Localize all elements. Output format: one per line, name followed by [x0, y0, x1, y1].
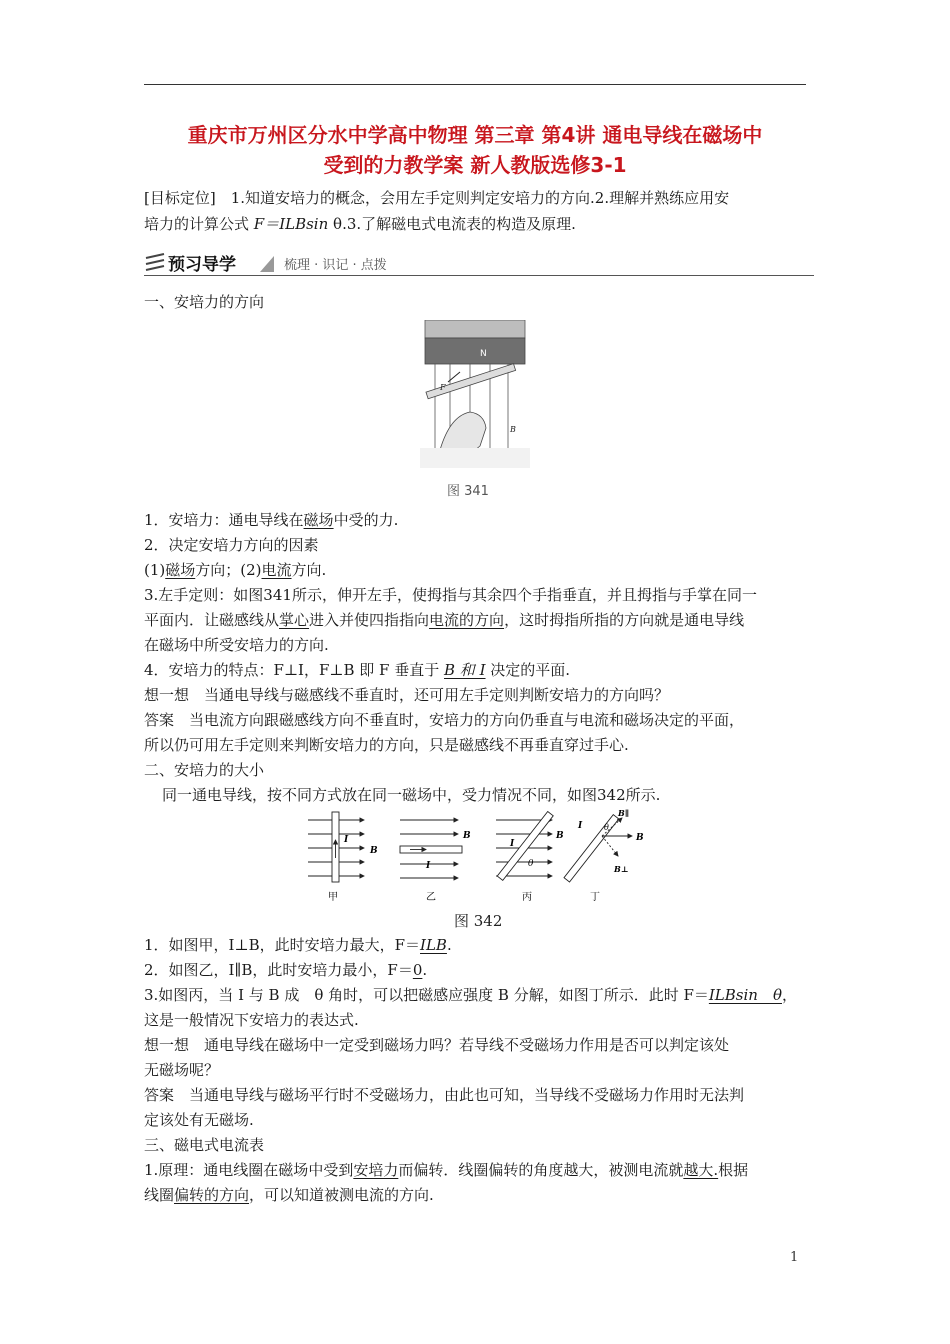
p2-think-line2: 无磁场呢？: [144, 1061, 220, 1079]
p1-answer-line1: 答案 当电流方向跟磁感线方向不垂直时，安培力的方向仍垂直与电流和磁场决定的平面，: [144, 711, 745, 729]
force-label: F: [440, 383, 446, 392]
svg-text:B: B: [556, 831, 564, 841]
panel-ding: [564, 808, 644, 903]
field-label: B: [510, 425, 516, 434]
figure-342-illustration: [300, 808, 650, 904]
p1-item1: 1．安培力：通电导线在磁场中受的力.: [144, 511, 399, 529]
p3-item1-line2: 线圈偏转的方向，可以知道被测电流的方向.: [144, 1186, 434, 1204]
svg-text:θ: θ: [528, 859, 534, 869]
section-title: 预习导学: [168, 255, 236, 275]
part1-heading: 一、安培力的方向: [144, 293, 265, 311]
svg-text:B⊥: B⊥: [614, 864, 629, 874]
svg-text:I: I: [510, 839, 515, 849]
figure-342-caption: 图 342: [454, 912, 503, 930]
part3-heading: 三、磁电式电流表: [144, 1136, 265, 1154]
svg-text:B: B: [463, 831, 471, 841]
p2-item1: 1．如图甲，I⊥B，此时安培力最大，F＝ILB.: [144, 936, 452, 954]
doc-title-line1: 重庆市万州区分水中学高中物理 第三章 第4讲 通电导线在磁场中: [187, 123, 763, 147]
p1-item3-line3: 在磁场中所受安培力的方向.: [144, 636, 329, 654]
p1-item2-detail: (1)磁场方向；(2)电流方向.: [144, 561, 327, 579]
p2-item3-line1: 3.如图丙，当 I 与 B 成 θ 角时，可以把磁感应强度 B 分解，如图丁所示．此时 F＝ILBsin θ，: [144, 986, 797, 1004]
section-subtitle: 梳理 · 识记 · 点拨: [284, 258, 387, 273]
panel-jia: [308, 812, 378, 903]
p1-think: 想一想 当通电导线与磁感线不垂直时，还可用左手定则判断安培力的方向吗？: [144, 686, 670, 704]
header-rule: [144, 84, 806, 85]
panel-yi: [400, 820, 471, 903]
svg-text:丙: 丙: [522, 892, 532, 903]
svg-text:乙: 乙: [426, 892, 436, 903]
svg-text:I: I: [344, 835, 349, 845]
section-header: [144, 250, 814, 276]
p2-item3-line2: 这是一般情况下安培力的表达式.: [144, 1011, 359, 1029]
p1-item2: 2．决定安培力方向的因素: [144, 536, 319, 554]
figure-341-illustration: [420, 320, 530, 470]
svg-text:B∥: B∥: [618, 808, 629, 818]
panel-bing: [496, 811, 564, 903]
p2-answer-line1: 答案 当通电导线与磁场平行时不受磁场力，由此也可知，当导线不受磁场力作用时无法判: [144, 1086, 745, 1104]
p1-item4: 4．安培力的特点：F⊥I，F⊥B 即 F 垂直于 B 和 I 决定的平面.: [144, 661, 571, 679]
part2-heading: 二、安培力的大小: [144, 761, 265, 779]
magnet-label: N: [480, 349, 487, 359]
p2-intro: 同一通电导线，按不同方式放在同一磁场中，受力情况不同，如图342所示.: [162, 786, 661, 804]
p2-item2: 2．如图乙，I∥B，此时安培力最小，F＝0.: [144, 961, 428, 979]
doc-title-line2: 受到的力教学案 新人教版选修3-1: [323, 153, 627, 177]
svg-text:丁: 丁: [590, 892, 600, 903]
svg-text:B: B: [370, 846, 378, 856]
p1-answer-line2: 所以仍可用左手定则来判断安培力的方向，只是磁感线不再垂直穿过手心.: [144, 736, 629, 754]
stripes-icon: [144, 252, 166, 274]
p1-item3-line2: 平面内．让磁感线从掌心进入并使四指指向电流的方向，这时拇指所指的方向就是通电导线: [144, 611, 745, 629]
svg-text:I: I: [426, 861, 431, 871]
svg-text:I: I: [578, 821, 583, 831]
p1-item3-line1: 3.左手定则：如图341所示，伸开左手，使拇指与其余四个手指垂直，并且拇指与手掌在同一: [144, 586, 757, 604]
page-number: 1: [790, 1250, 799, 1265]
svg-text:甲: 甲: [328, 892, 338, 903]
svg-text:θ: θ: [604, 823, 609, 832]
p2-think-line1: 想一想 通电导线在磁场中一定受到磁场力吗？若导线不受磁场力作用是否可以判定该处: [144, 1036, 730, 1054]
figure-341-caption: 图 341: [447, 484, 489, 499]
triangle-icon: [260, 254, 274, 272]
p2-answer-line2: 定该处有无磁场.: [144, 1111, 254, 1129]
objectives-line2: 培力的计算公式 F＝ILBsin θ.3.了解磁电式电流表的构造及原理.: [144, 215, 576, 233]
svg-text:B: B: [636, 833, 644, 843]
p3-item1-line1: 1.原理：通电线圈在磁场中受到安培力而偏转．线圈偏转的角度越大，被测电流就越大.根据: [144, 1161, 749, 1179]
objectives-line1: [目标定位] 1.知道安培力的概念，会用左手定则判定安培力的方向.2.理解并熟练应用安: [144, 189, 730, 207]
